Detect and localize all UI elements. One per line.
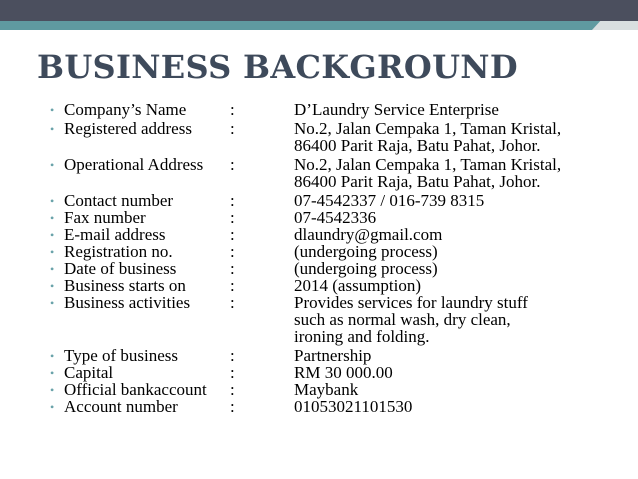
- list-item: [50, 398, 630, 415]
- field-value-line: 07-4542337 / 016-739 8315: [294, 191, 485, 210]
- field-value-line: 86400 Parit Raja, Batu Pahat, Johor.: [294, 172, 541, 191]
- field-value-line: 07-4542336: [294, 208, 377, 227]
- field-label: Company’s Name: [64, 100, 187, 119]
- list-item: [50, 243, 630, 260]
- field-value: [294, 120, 630, 154]
- field-value: [294, 398, 630, 415]
- field-separator: :: [230, 155, 235, 174]
- list-item: [50, 364, 630, 381]
- bullet-icon: •: [50, 262, 55, 276]
- field-value-line: 2014 (assumption): [294, 276, 422, 295]
- field-label: Registered address: [64, 119, 192, 138]
- list-item: [50, 294, 630, 345]
- field-value-line: dlaundry@gmail.com: [294, 225, 443, 244]
- header-accent-band: [0, 21, 638, 30]
- field-separator: :: [230, 346, 235, 365]
- bullet-icon: •: [50, 400, 55, 414]
- field-label: Date of business: [64, 259, 177, 278]
- field-label: Contact number: [64, 191, 174, 210]
- header-band: [0, 0, 638, 21]
- field-separator: :: [230, 363, 235, 382]
- field-separator: :: [230, 242, 235, 261]
- bullet-icon: •: [50, 245, 55, 259]
- list-item: [50, 226, 630, 243]
- field-value-line: D’Laundry Service Enterprise: [294, 100, 499, 119]
- field-value-line: No.2, Jalan Cempaka 1, Taman Kristal,: [294, 155, 562, 174]
- bullet-icon: •: [50, 383, 55, 397]
- field-separator: :: [230, 208, 235, 227]
- field-label: Official bankaccount: [64, 380, 207, 399]
- field-label: Fax number: [64, 208, 146, 227]
- field-value: [294, 192, 630, 209]
- field-value: [294, 101, 630, 118]
- field-value: [294, 156, 630, 190]
- slide-title: BUSINESS BACKGROUND: [37, 48, 518, 86]
- bullet-icon: •: [50, 158, 55, 172]
- bullet-icon: •: [50, 296, 55, 310]
- field-value: [294, 243, 630, 260]
- list-item: [50, 209, 630, 226]
- field-value-line: Partnership: [294, 346, 372, 365]
- business-details-list: [50, 101, 630, 415]
- field-value-line: RM 30 000.00: [294, 363, 393, 382]
- field-value: [294, 209, 630, 226]
- field-value: [294, 364, 630, 381]
- field-separator: :: [230, 397, 235, 416]
- field-separator: :: [230, 259, 235, 278]
- field-value-line: Maybank: [294, 380, 359, 399]
- field-separator: :: [230, 276, 235, 295]
- field-value: [294, 226, 630, 243]
- field-label: Registration no.: [64, 242, 173, 261]
- field-separator: :: [230, 293, 235, 312]
- field-value: [294, 277, 630, 294]
- field-label: Capital: [64, 363, 114, 382]
- field-value: [294, 381, 630, 398]
- field-label: E-mail address: [64, 225, 166, 244]
- list-item: [50, 381, 630, 398]
- field-value: [294, 294, 630, 345]
- bullet-icon: •: [50, 211, 55, 225]
- list-item: [50, 156, 630, 190]
- field-value-line: Provides services for laundry stuff: [294, 293, 528, 312]
- bullet-icon: •: [50, 194, 55, 208]
- bullet-icon: •: [50, 349, 55, 363]
- bullet-icon: •: [50, 366, 55, 380]
- field-label: Operational Address: [64, 155, 204, 174]
- field-label: Type of business: [64, 346, 179, 365]
- field-value-line: such as normal wash, dry clean,: [294, 310, 511, 329]
- field-separator: :: [230, 100, 235, 119]
- field-value-line: (undergoing process): [294, 259, 438, 278]
- field-separator: :: [230, 191, 235, 210]
- list-item: [50, 277, 630, 294]
- field-value: [294, 260, 630, 277]
- bullet-icon: •: [50, 122, 55, 136]
- field-label: Account number: [64, 397, 178, 416]
- list-item: [50, 347, 630, 364]
- list-item: [50, 120, 630, 154]
- field-value-line: No.2, Jalan Cempaka 1, Taman Kristal,: [294, 119, 562, 138]
- bullet-icon: •: [50, 279, 55, 293]
- field-separator: :: [230, 119, 235, 138]
- bullet-icon: •: [50, 228, 55, 242]
- field-value-line: 86400 Parit Raja, Batu Pahat, Johor.: [294, 136, 541, 155]
- field-value-line: (undergoing process): [294, 242, 438, 261]
- list-item: [50, 101, 630, 118]
- field-label: Business starts on: [64, 276, 186, 295]
- list-item: [50, 260, 630, 277]
- field-value-line: ironing and folding.: [294, 327, 430, 346]
- field-separator: :: [230, 380, 235, 399]
- list-item: [50, 192, 630, 209]
- field-value: [294, 347, 630, 364]
- field-label: Business activities: [64, 293, 191, 312]
- field-separator: :: [230, 225, 235, 244]
- bullet-icon: •: [50, 103, 55, 117]
- field-value-line: 01053021101530: [294, 397, 413, 416]
